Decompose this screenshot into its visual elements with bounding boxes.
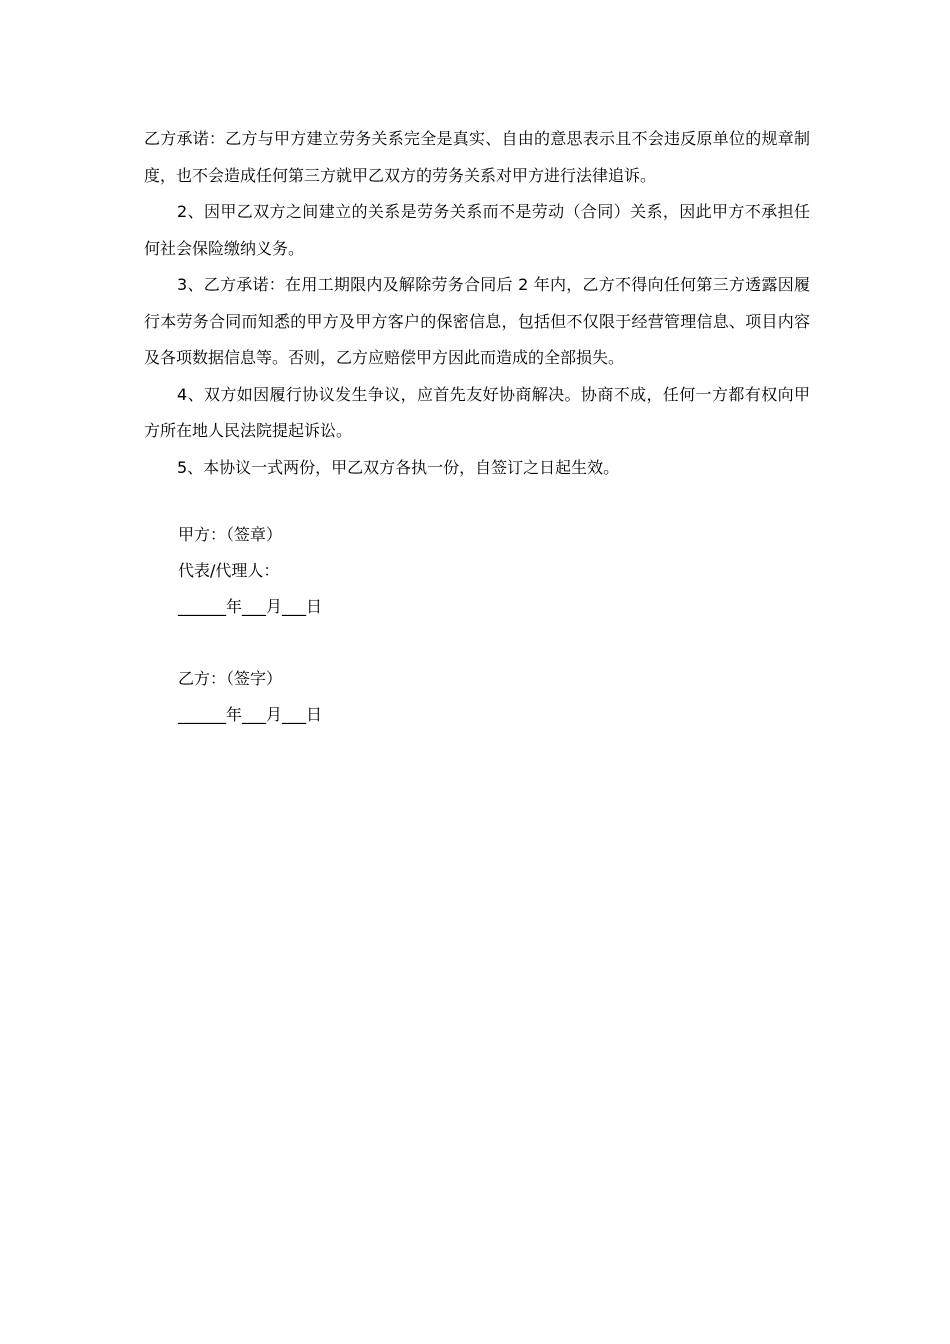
party-a-signature-block <box>178 517 810 625</box>
spacer <box>144 486 810 517</box>
clause-2-text: 2、因甲乙双方之间建立的关系是劳务关系而不是劳动（合同）关系，因此甲方不承担任何社会保险缴纳义务。 <box>144 202 810 258</box>
clause-4-text: 4、双方如因履行协议发生争议，应首先友好协商解决。协商不成，任何一方都有权向甲方所在地人民法院提起诉讼。 <box>144 384 810 440</box>
clause-promise-text: 乙方承诺：乙方与甲方建立劳务关系完全是真实、自由的意思表示且不会违反原单位的规章制度，也不会造成任何第三方就甲乙双方的劳务关系对甲方进行法律追诉。 <box>144 129 810 185</box>
party-b-label: 乙方：（签字） <box>178 669 283 688</box>
party-a-representative-label: 代表/代理人： <box>178 561 280 580</box>
spacer <box>144 625 810 661</box>
party-a-label: 甲方：（签章） <box>178 525 283 544</box>
party-a-date-line: ______年___月___日 <box>178 597 323 616</box>
clause-5-text: 5、本协议一式两份，甲乙双方各执一份，自签订之日起生效。 <box>177 457 620 477</box>
clause-3-text: 3、乙方承诺：在用工期限内及解除劳务合同后 2 年内，乙方不得向任何第三方透露因履行本劳务合同而知悉的甲方及甲方客户的保密信息，包括但不仅限于经营管理信息、项目内容及各项数据信息等。否则，乙方应赔偿甲方因此而造成的全部损失。 <box>144 275 810 367</box>
party-b-signature-block <box>178 661 810 733</box>
document-body <box>144 121 810 733</box>
party-b-date-line: ______年___月___日 <box>178 705 323 724</box>
